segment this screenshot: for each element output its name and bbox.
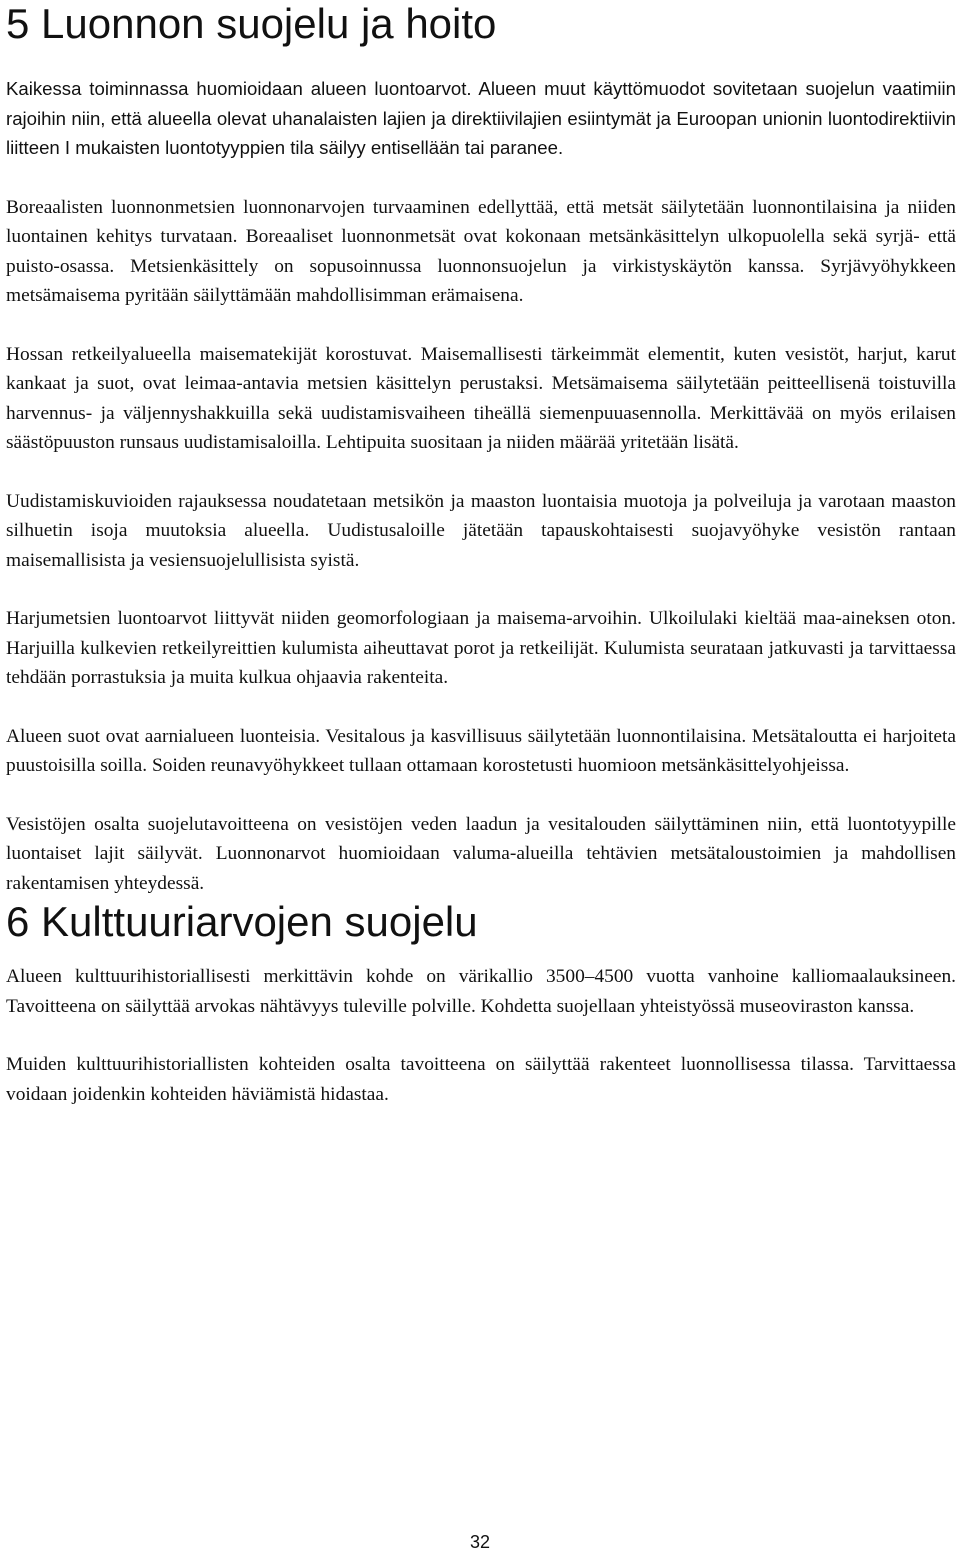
section-luonnon-suojelu [6, 0, 956, 898]
paragraph: Alueen suot ovat aarnialueen luonteisia. Vesitalous ja kasvillisuus säilytetään luonnontilaisina. Metsätaloutta ei harjoiteta puustoisilla soilla. Soiden reunavyöhykkeet tullaan ottamaan korostetusti huomioon metsänkäsittelyohjeissa. [6, 725, 956, 776]
page-content [6, 0, 956, 1109]
page-number: 32 [469, 1532, 491, 1552]
paragraph: Alueen kulttuurihistoriallisesti merkittävin kohde on värikallio 3500–4500 vuotta vanhoine kalliomaalauksineen. Tavoitteena on säilyttää arvokas nähtävyys tuleville polville. Kohdetta suojellaan yhteistyössä museoviraston kanssa. [6, 966, 956, 1017]
paragraph: Vesistöjen osalta suojelutavoitteena on vesistöjen veden laadun ja vesitalouden säilyttäminen niin, että luontotyypille luontaiset lajit säilyvät. Luonnonarvot huomioidaan valuma-alueilla tehtävien metsätaloustoimien ja mahdollisen rakentamisen yhteydessä. [6, 813, 956, 894]
section-heading: 5 Luonnon suojelu ja hoito [6, 0, 497, 47]
section-kulttuuriarvojen-suojelu [6, 898, 956, 1109]
section-heading: 6 Kulttuuriarvojen suojelu [6, 898, 478, 945]
paragraph: Hossan retkeilyalueella maisematekijät korostuvat. Maisemallisesti tärkeimmät elementit, kuten vesistöt, harjut, karut kankaat ja suot, ovat leimaa-antavia metsien käsittelyn perustaksi. Metsämaisema säilytetään peitteellisenä toistuvilla harvennus- ja väljennyshakkuilla sekä uudistamisvaiheen tiheällä siemenpuuasennolla. Merkittävää on myös erilaisen säästöpuuston runsaus uudistamisaloilla. Lehtipuita suositaan ja niiden määrää yritetään lisätä. [6, 343, 956, 453]
paragraph: Uudistamiskuvioiden rajauksessa noudatetaan metsikön ja maaston luontaisia muotoja ja polveiluja ja varotaan maaston silhuetin isoja muutoksia alueella. Uudistusaloille jätetään tapauskohtaisesti suojavyöhyke vesistön rantaan maisemallisista ja vesiensuojelullisista syistä. [6, 490, 956, 571]
paragraph: Muiden kulttuurihistoriallisten kohteiden osalta tavoitteena on säilyttää rakenteet luonnollisessa tilassa. Tarvittaessa voidaan joidenkin kohteiden häviämistä hidastaa. [6, 1054, 956, 1105]
paragraph: Harjumetsien luontoarvot liittyvät niiden geomorfologiaan ja maisema-arvoihin. Ulkoilulaki kieltää maa-aineksen oton. Harjuilla kulkevien retkeilyreittien kulumista aiheuttavat porot ja retkeilijät. Kulumista seurataan jatkuvasti ja tarvittaessa tehdään porrastuksia ja muita kulkua ohjaavia rakenteita. [6, 608, 956, 688]
paragraph: Boreaalisten luonnonmetsien luonnonarvojen turvaaminen edellyttää, että metsät säilytetään luonnontilaisina ja niiden luontainen kehitys turvataan. Boreaaliset luonnonmetsät ovat kokonaan metsänkäsittelyn ulkopuolella sekä syrjä- että puisto-osassa. Metsienkäsittely on sopusoinnussa luonnonsuojelun ja virkistyskäytön kanssa. Syrjävyöhykkeen metsämaisema pyritään säilyttämään mahdollisimman erämaisena. [6, 196, 956, 306]
paragraph: Kaikessa toiminnassa huomioidaan alueen luontoarvot. Alueen muut käyttömuodot sovitetaan suojelun vaatimiin rajoihin niin, että alueella olevat uhanalaisten lajien ja direktiivilajien esiintymät ja Euroopan unionin luontodirektiivin liitteen I mukaisten luontotyyppien tila säilyy entisellään tai paranee. [6, 78, 956, 158]
